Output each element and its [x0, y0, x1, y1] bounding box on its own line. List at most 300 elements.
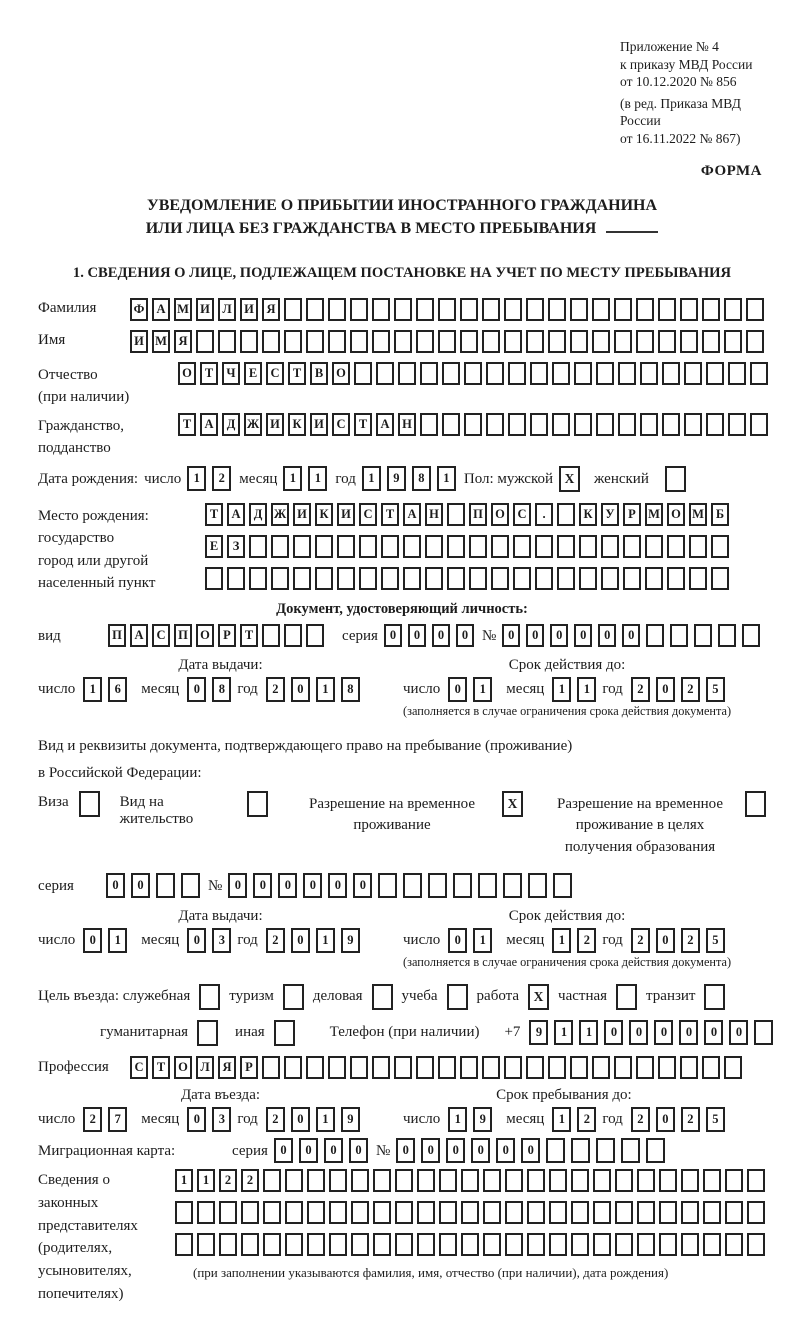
- char-cell[interactable]: Т: [178, 413, 196, 436]
- char-cell[interactable]: [354, 362, 372, 385]
- char-cell[interactable]: [703, 1201, 721, 1224]
- char-cell[interactable]: 1: [308, 466, 327, 491]
- char-cell[interactable]: [328, 330, 346, 353]
- char-cell[interactable]: [486, 362, 504, 385]
- char-cell[interactable]: 2: [631, 928, 650, 953]
- char-cell[interactable]: Р: [218, 624, 236, 647]
- char-cell[interactable]: [372, 1056, 390, 1079]
- char-cell[interactable]: [530, 362, 548, 385]
- char-cell[interactable]: Д: [249, 503, 267, 526]
- char-cell[interactable]: [263, 1201, 281, 1224]
- char-cell[interactable]: Т: [240, 624, 258, 647]
- char-cell[interactable]: 2: [681, 928, 700, 953]
- char-cell[interactable]: 1: [83, 677, 102, 702]
- char-cell[interactable]: [526, 1056, 544, 1079]
- residence-series-cells[interactable]: [106, 873, 200, 898]
- char-cell[interactable]: 0: [384, 624, 402, 647]
- char-cell[interactable]: [593, 1169, 611, 1192]
- char-cell[interactable]: [680, 298, 698, 321]
- char-cell[interactable]: [703, 1169, 721, 1192]
- char-cell[interactable]: [381, 535, 399, 558]
- char-cell[interactable]: 6: [108, 677, 127, 702]
- doc-number-cells[interactable]: [502, 624, 760, 647]
- char-cell[interactable]: 2: [577, 1107, 596, 1132]
- purpose-tourism-checkbox[interactable]: [283, 984, 304, 1010]
- char-cell[interactable]: 0: [679, 1020, 698, 1045]
- char-cell[interactable]: [416, 1056, 434, 1079]
- residence-issue-month[interactable]: [187, 928, 231, 953]
- char-cell[interactable]: [306, 1056, 324, 1079]
- char-cell[interactable]: [469, 535, 487, 558]
- char-cell[interactable]: [447, 984, 468, 1010]
- char-cell[interactable]: [293, 535, 311, 558]
- char-cell[interactable]: У: [601, 503, 619, 526]
- char-cell[interactable]: [574, 413, 592, 436]
- char-cell[interactable]: Т: [205, 503, 223, 526]
- char-cell[interactable]: 0: [656, 928, 675, 953]
- residence-issue-year[interactable]: [266, 928, 360, 953]
- char-cell[interactable]: [684, 362, 702, 385]
- char-cell[interactable]: [718, 624, 736, 647]
- char-cell[interactable]: [618, 413, 636, 436]
- char-cell[interactable]: [403, 873, 422, 898]
- char-cell[interactable]: [592, 1056, 610, 1079]
- char-cell[interactable]: [614, 298, 632, 321]
- sex-male-checkbox[interactable]: [559, 466, 580, 492]
- char-cell[interactable]: Я: [218, 1056, 236, 1079]
- char-cell[interactable]: [535, 567, 553, 590]
- char-cell[interactable]: [526, 330, 544, 353]
- char-cell[interactable]: В: [310, 362, 328, 385]
- char-cell[interactable]: [469, 567, 487, 590]
- char-cell[interactable]: [328, 1056, 346, 1079]
- char-cell[interactable]: [665, 466, 686, 492]
- char-cell[interactable]: [505, 1233, 523, 1256]
- char-cell[interactable]: [557, 567, 575, 590]
- char-cell[interactable]: [645, 567, 663, 590]
- char-cell[interactable]: [219, 1201, 237, 1224]
- char-cell[interactable]: [482, 330, 500, 353]
- char-cell[interactable]: [285, 1201, 303, 1224]
- char-cell[interactable]: К: [579, 503, 597, 526]
- char-cell[interactable]: [527, 1233, 545, 1256]
- char-cell[interactable]: [579, 567, 597, 590]
- char-cell[interactable]: [548, 330, 566, 353]
- char-cell[interactable]: 5: [706, 1107, 725, 1132]
- char-cell[interactable]: [508, 362, 526, 385]
- char-cell[interactable]: [742, 624, 760, 647]
- char-cell[interactable]: И: [337, 503, 355, 526]
- char-cell[interactable]: [262, 330, 280, 353]
- stay-month[interactable]: [552, 1107, 596, 1132]
- char-cell[interactable]: [711, 535, 729, 558]
- char-cell[interactable]: [579, 535, 597, 558]
- char-cell[interactable]: [645, 535, 663, 558]
- char-cell[interactable]: 0: [324, 1138, 343, 1163]
- purpose-transit-checkbox[interactable]: [704, 984, 725, 1010]
- char-cell[interactable]: 0: [654, 1020, 673, 1045]
- char-cell[interactable]: [553, 873, 572, 898]
- char-cell[interactable]: Т: [288, 362, 306, 385]
- char-cell[interactable]: [552, 362, 570, 385]
- char-cell[interactable]: [526, 298, 544, 321]
- char-cell[interactable]: [337, 567, 355, 590]
- char-cell[interactable]: А: [403, 503, 421, 526]
- char-cell[interactable]: 1: [473, 928, 492, 953]
- char-cell[interactable]: 0: [187, 1107, 206, 1132]
- birth-day-cells[interactable]: [187, 466, 231, 491]
- char-cell[interactable]: Б: [711, 503, 729, 526]
- char-cell[interactable]: [351, 1169, 369, 1192]
- visa-checkbox[interactable]: [79, 791, 100, 817]
- char-cell[interactable]: [491, 567, 509, 590]
- birth-year-cells[interactable]: [362, 466, 456, 491]
- char-cell[interactable]: [284, 1056, 302, 1079]
- char-cell[interactable]: [376, 362, 394, 385]
- char-cell[interactable]: [689, 535, 707, 558]
- char-cell[interactable]: [483, 1233, 501, 1256]
- char-cell[interactable]: 2: [266, 677, 285, 702]
- char-cell[interactable]: [508, 413, 526, 436]
- patronymic-cells[interactable]: [178, 362, 768, 385]
- char-cell[interactable]: [623, 535, 641, 558]
- char-cell[interactable]: [241, 1233, 259, 1256]
- char-cell[interactable]: [175, 1233, 193, 1256]
- char-cell[interactable]: [460, 330, 478, 353]
- char-cell[interactable]: 1: [552, 928, 571, 953]
- char-cell[interactable]: 1: [473, 677, 492, 702]
- char-cell[interactable]: 0: [446, 1138, 465, 1163]
- char-cell[interactable]: О: [491, 503, 509, 526]
- char-cell[interactable]: С: [130, 1056, 148, 1079]
- entry-year[interactable]: [266, 1107, 360, 1132]
- char-cell[interactable]: А: [227, 503, 245, 526]
- char-cell[interactable]: Е: [205, 535, 223, 558]
- birth-place-row3[interactable]: [205, 567, 729, 590]
- char-cell[interactable]: [464, 362, 482, 385]
- char-cell[interactable]: М: [152, 330, 170, 353]
- char-cell[interactable]: [618, 362, 636, 385]
- char-cell[interactable]: [156, 873, 175, 898]
- char-cell[interactable]: [329, 1169, 347, 1192]
- char-cell[interactable]: С: [152, 624, 170, 647]
- char-cell[interactable]: [403, 567, 421, 590]
- char-cell[interactable]: [417, 1233, 435, 1256]
- char-cell[interactable]: 1: [579, 1020, 598, 1045]
- char-cell[interactable]: [659, 1169, 677, 1192]
- char-cell[interactable]: 2: [266, 928, 285, 953]
- char-cell[interactable]: [601, 535, 619, 558]
- char-cell[interactable]: О: [332, 362, 350, 385]
- char-cell[interactable]: [249, 567, 267, 590]
- char-cell[interactable]: [680, 1056, 698, 1079]
- char-cell[interactable]: [262, 1056, 280, 1079]
- residence-number-cells[interactable]: [228, 873, 572, 898]
- char-cell[interactable]: [359, 535, 377, 558]
- char-cell[interactable]: 0: [704, 1020, 723, 1045]
- char-cell[interactable]: [439, 1169, 457, 1192]
- char-cell[interactable]: 0: [656, 677, 675, 702]
- char-cell[interactable]: [350, 1056, 368, 1079]
- char-cell[interactable]: 0: [521, 1138, 540, 1163]
- char-cell[interactable]: [425, 535, 443, 558]
- char-cell[interactable]: [504, 330, 522, 353]
- visa-option[interactable]: [38, 791, 100, 817]
- char-cell[interactable]: С: [513, 503, 531, 526]
- char-cell[interactable]: 1: [437, 466, 456, 491]
- char-cell[interactable]: [527, 1201, 545, 1224]
- char-cell[interactable]: 2: [241, 1169, 259, 1192]
- char-cell[interactable]: [593, 1233, 611, 1256]
- char-cell[interactable]: [461, 1201, 479, 1224]
- char-cell[interactable]: [725, 1233, 743, 1256]
- char-cell[interactable]: [197, 1201, 215, 1224]
- char-cell[interactable]: 9: [387, 466, 406, 491]
- char-cell[interactable]: 0: [629, 1020, 648, 1045]
- char-cell[interactable]: 0: [502, 624, 520, 647]
- doc-issue-day[interactable]: [83, 677, 127, 702]
- char-cell[interactable]: [725, 1201, 743, 1224]
- char-cell[interactable]: [754, 1020, 773, 1045]
- temp-residence-option[interactable]: [292, 791, 523, 838]
- char-cell[interactable]: 0: [656, 1107, 675, 1132]
- char-cell[interactable]: [747, 1233, 765, 1256]
- char-cell[interactable]: 1: [316, 928, 335, 953]
- char-cell[interactable]: [667, 535, 685, 558]
- char-cell[interactable]: [328, 298, 346, 321]
- char-cell[interactable]: Я: [174, 330, 192, 353]
- char-cell[interactable]: 1: [577, 677, 596, 702]
- char-cell[interactable]: 2: [219, 1169, 237, 1192]
- purpose-work-checkbox[interactable]: [528, 984, 549, 1010]
- char-cell[interactable]: [482, 298, 500, 321]
- char-cell[interactable]: Т: [381, 503, 399, 526]
- char-cell[interactable]: [394, 330, 412, 353]
- char-cell[interactable]: [447, 535, 465, 558]
- char-cell[interactable]: [378, 873, 397, 898]
- char-cell[interactable]: [240, 330, 258, 353]
- char-cell[interactable]: [601, 567, 619, 590]
- char-cell[interactable]: [350, 298, 368, 321]
- char-cell[interactable]: Р: [240, 1056, 258, 1079]
- char-cell[interactable]: [263, 1233, 281, 1256]
- char-cell[interactable]: Л: [196, 1056, 214, 1079]
- char-cell[interactable]: [750, 413, 768, 436]
- char-cell[interactable]: [706, 413, 724, 436]
- char-cell[interactable]: [615, 1233, 633, 1256]
- char-cell[interactable]: [505, 1169, 523, 1192]
- char-cell[interactable]: [670, 624, 688, 647]
- char-cell[interactable]: [395, 1169, 413, 1192]
- char-cell[interactable]: [615, 1169, 633, 1192]
- char-cell[interactable]: [571, 1169, 589, 1192]
- residence-valid-year[interactable]: [631, 928, 725, 953]
- residence-issue-day[interactable]: [83, 928, 127, 953]
- char-cell[interactable]: [549, 1201, 567, 1224]
- char-cell[interactable]: [706, 362, 724, 385]
- char-cell[interactable]: [724, 298, 742, 321]
- char-cell[interactable]: [262, 624, 280, 647]
- purpose-private-checkbox[interactable]: [616, 984, 637, 1010]
- char-cell[interactable]: [694, 624, 712, 647]
- char-cell[interactable]: [616, 984, 637, 1010]
- char-cell[interactable]: [750, 362, 768, 385]
- char-cell[interactable]: [351, 1201, 369, 1224]
- char-cell[interactable]: [447, 503, 465, 526]
- char-cell[interactable]: [637, 1201, 655, 1224]
- char-cell[interactable]: Е: [244, 362, 262, 385]
- char-cell[interactable]: [307, 1169, 325, 1192]
- char-cell[interactable]: [570, 330, 588, 353]
- char-cell[interactable]: 0: [353, 873, 372, 898]
- char-cell[interactable]: Р: [623, 503, 641, 526]
- char-cell[interactable]: А: [130, 624, 148, 647]
- char-cell[interactable]: [329, 1233, 347, 1256]
- char-cell[interactable]: [662, 413, 680, 436]
- char-cell[interactable]: 1: [187, 466, 206, 491]
- birth-place-row1[interactable]: [205, 503, 729, 526]
- char-cell[interactable]: [574, 362, 592, 385]
- char-cell[interactable]: [703, 1233, 721, 1256]
- char-cell[interactable]: [527, 1169, 545, 1192]
- char-cell[interactable]: [658, 1056, 676, 1079]
- char-cell[interactable]: 1: [197, 1169, 215, 1192]
- char-cell[interactable]: Ф: [130, 298, 148, 321]
- char-cell[interactable]: [461, 1233, 479, 1256]
- char-cell[interactable]: [416, 330, 434, 353]
- purpose-business-checkbox[interactable]: [372, 984, 393, 1010]
- char-cell[interactable]: Я: [262, 298, 280, 321]
- char-cell[interactable]: 0: [598, 624, 616, 647]
- char-cell[interactable]: 3: [212, 928, 231, 953]
- char-cell[interactable]: [596, 362, 614, 385]
- char-cell[interactable]: [447, 567, 465, 590]
- char-cell[interactable]: 0: [448, 677, 467, 702]
- char-cell[interactable]: О: [667, 503, 685, 526]
- name-cells[interactable]: [130, 330, 764, 353]
- char-cell[interactable]: Н: [425, 503, 443, 526]
- char-cell[interactable]: 2: [681, 677, 700, 702]
- residence-permit-option[interactable]: [120, 791, 268, 828]
- char-cell[interactable]: [640, 413, 658, 436]
- char-cell[interactable]: [351, 1233, 369, 1256]
- char-cell[interactable]: 0: [291, 928, 310, 953]
- char-cell[interactable]: К: [288, 413, 306, 436]
- char-cell[interactable]: 8: [412, 466, 431, 491]
- char-cell[interactable]: 9: [473, 1107, 492, 1132]
- char-cell[interactable]: [549, 1169, 567, 1192]
- char-cell[interactable]: [271, 567, 289, 590]
- char-cell[interactable]: 1: [448, 1107, 467, 1132]
- char-cell[interactable]: 0: [471, 1138, 490, 1163]
- char-cell[interactable]: [614, 1056, 632, 1079]
- char-cell[interactable]: [315, 567, 333, 590]
- char-cell[interactable]: [442, 413, 460, 436]
- char-cell[interactable]: [373, 1233, 391, 1256]
- char-cell[interactable]: [394, 298, 412, 321]
- char-cell[interactable]: 3: [212, 1107, 231, 1132]
- char-cell[interactable]: [646, 624, 664, 647]
- char-cell[interactable]: 0: [432, 624, 450, 647]
- residence-permit-checkbox[interactable]: [247, 791, 268, 817]
- char-cell[interactable]: [284, 330, 302, 353]
- representatives-row2[interactable]: [175, 1201, 765, 1224]
- migration-series-cells[interactable]: [274, 1138, 368, 1163]
- char-cell[interactable]: [702, 1056, 720, 1079]
- char-cell[interactable]: 2: [212, 466, 231, 491]
- char-cell[interactable]: [659, 1201, 677, 1224]
- sex-female-checkbox[interactable]: [665, 466, 686, 492]
- char-cell[interactable]: Л: [218, 298, 236, 321]
- char-cell[interactable]: [704, 984, 725, 1010]
- char-cell[interactable]: А: [152, 298, 170, 321]
- temp-residence-checkbox[interactable]: [502, 791, 523, 817]
- char-cell[interactable]: С: [332, 413, 350, 436]
- char-cell[interactable]: 0: [574, 624, 592, 647]
- char-cell[interactable]: [746, 330, 764, 353]
- char-cell[interactable]: [621, 1138, 640, 1163]
- char-cell[interactable]: [689, 567, 707, 590]
- char-cell[interactable]: X: [528, 984, 549, 1010]
- char-cell[interactable]: 1: [316, 677, 335, 702]
- char-cell[interactable]: З: [227, 535, 245, 558]
- doc-valid-year[interactable]: [631, 677, 725, 702]
- char-cell[interactable]: [667, 567, 685, 590]
- char-cell[interactable]: [285, 1169, 303, 1192]
- char-cell[interactable]: [420, 362, 438, 385]
- char-cell[interactable]: [478, 873, 497, 898]
- char-cell[interactable]: [596, 413, 614, 436]
- char-cell[interactable]: [571, 1201, 589, 1224]
- char-cell[interactable]: [306, 330, 324, 353]
- char-cell[interactable]: 1: [108, 928, 127, 953]
- char-cell[interactable]: 1: [283, 466, 302, 491]
- char-cell[interactable]: [350, 330, 368, 353]
- char-cell[interactable]: М: [174, 298, 192, 321]
- char-cell[interactable]: [403, 535, 421, 558]
- char-cell[interactable]: [702, 298, 720, 321]
- char-cell[interactable]: [425, 567, 443, 590]
- char-cell[interactable]: 0: [106, 873, 125, 898]
- char-cell[interactable]: Т: [200, 362, 218, 385]
- char-cell[interactable]: 0: [131, 873, 150, 898]
- char-cell[interactable]: П: [174, 624, 192, 647]
- char-cell[interactable]: [373, 1201, 391, 1224]
- char-cell[interactable]: [460, 298, 478, 321]
- char-cell[interactable]: П: [469, 503, 487, 526]
- char-cell[interactable]: [196, 330, 214, 353]
- char-cell[interactable]: [283, 984, 304, 1010]
- char-cell[interactable]: 0: [228, 873, 247, 898]
- char-cell[interactable]: [503, 873, 522, 898]
- char-cell[interactable]: [306, 298, 324, 321]
- char-cell[interactable]: [592, 298, 610, 321]
- char-cell[interactable]: [615, 1201, 633, 1224]
- char-cell[interactable]: [636, 1056, 654, 1079]
- char-cell[interactable]: [746, 298, 764, 321]
- char-cell[interactable]: [658, 298, 676, 321]
- char-cell[interactable]: [395, 1201, 413, 1224]
- char-cell[interactable]: 8: [212, 677, 231, 702]
- char-cell[interactable]: [284, 624, 302, 647]
- char-cell[interactable]: [428, 873, 447, 898]
- char-cell[interactable]: [483, 1201, 501, 1224]
- char-cell[interactable]: И: [293, 503, 311, 526]
- char-cell[interactable]: [247, 791, 268, 817]
- char-cell[interactable]: 0: [448, 928, 467, 953]
- char-cell[interactable]: [684, 413, 702, 436]
- char-cell[interactable]: 2: [631, 677, 650, 702]
